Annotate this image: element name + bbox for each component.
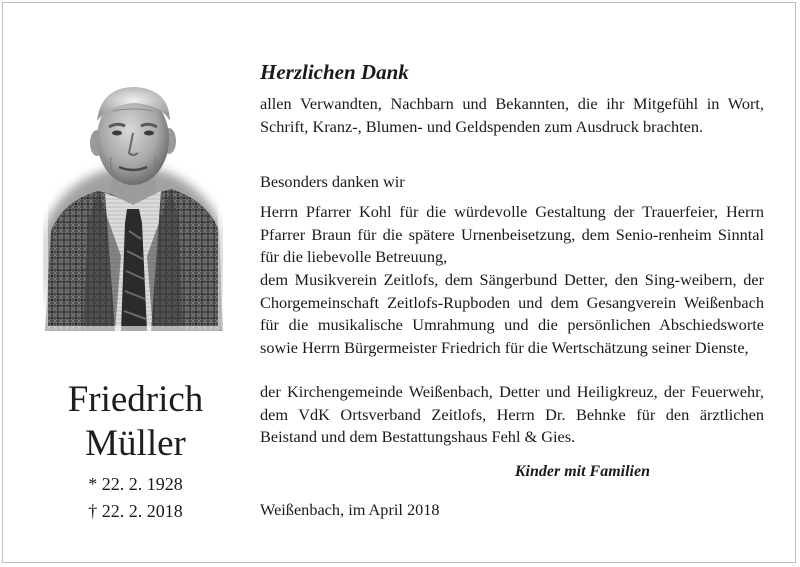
place-and-date: Weißenbach, im April 2018 [260, 500, 440, 519]
death-date: † 22. 2. 2018 [88, 501, 183, 521]
signature: Kinder mit Familien [514, 463, 650, 480]
obituary-notice [2, 2, 796, 563]
deceased-first-name: Friedrich [67, 379, 204, 420]
deceased-last-name: Müller [85, 423, 186, 464]
thanks-paragraph-4: dem Musikverein Zeitlofs, dem Sängerbund Detter, den Sing-weibern, der Chorgemeinschaft Zeitlofs-Rupboden und dem Gesangverein Weißenbach für die musikalische Umrahmung und die persönlichen Abschiedsworte sowie Herrn Bürgermeister Friedrich für die Wertschätzung seiner Dienste, [260, 270, 764, 357]
thanks-paragraph-1: allen Verwandten, Nachbarn und Bekannten, die ihr Mitgefühl in Wort, Schrift, Kranz-, Blumen- und Geldspenden zum Ausdruck brachten. [260, 94, 764, 136]
thanks-paragraph-2: Besonders danken wir [260, 172, 405, 191]
thanks-paragraph-3: Herrn Pfarrer Kohl für die würdevolle Gestaltung der Trauerfeier, Herrn Pfarrer Braun für die spätere Urnenbeisetzung, dem Senio-renheim Sinntal für die liebevolle Betreuung, [260, 202, 764, 266]
portrait-photo-icon [43, 81, 223, 331]
thanks-paragraph-5: der Kirchengemeinde Weißenbach, Detter und Heiligkreuz, der Feuerwehr, dem VdK Ortsverband Zeitlofs, Herrn Dr. Behnke für den ärztlichen Beistand und dem Bestattungshaus Fehl & Gies. [260, 382, 764, 446]
birth-date: * 22. 2. 1928 [88, 474, 183, 494]
thanks-heading: Herzlichen Dank [260, 60, 409, 84]
portrait-photo [43, 81, 223, 331]
